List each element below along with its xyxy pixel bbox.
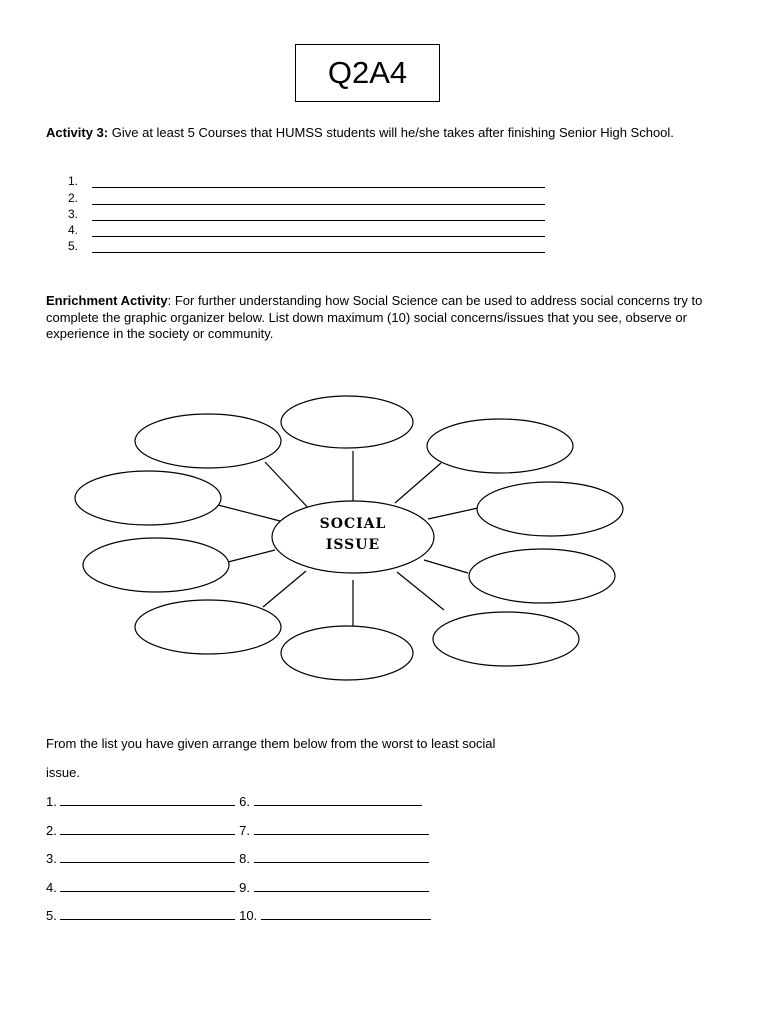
ranking-instruction-line1: From the list you have given arrange them below from the worst to least social bbox=[46, 736, 496, 751]
blank-line[interactable] bbox=[92, 175, 545, 188]
activity3-label: Activity 3: bbox=[46, 125, 109, 140]
answer-line[interactable] bbox=[68, 221, 545, 237]
connector bbox=[397, 572, 444, 610]
rank-number: 5. bbox=[46, 908, 57, 923]
connector bbox=[424, 560, 468, 573]
answer-line[interactable] bbox=[68, 188, 545, 204]
rank-blank[interactable] bbox=[60, 850, 235, 863]
courses-answer-list bbox=[68, 172, 545, 253]
center-label-line2: ISSUE bbox=[325, 537, 381, 553]
issue-ellipse[interactable] bbox=[75, 471, 221, 525]
ranking-row bbox=[46, 879, 429, 895]
activity-code: Q2A4 bbox=[327, 55, 408, 90]
ranking-instruction-line2: issue. bbox=[46, 765, 80, 780]
rank-blank[interactable] bbox=[254, 822, 429, 835]
rank-blank[interactable] bbox=[261, 907, 431, 920]
rank-number: 10. bbox=[239, 908, 258, 923]
graphic-organizer bbox=[0, 385, 768, 690]
item-number: 1. bbox=[68, 174, 79, 189]
enrichment-instruction bbox=[46, 293, 726, 343]
rank-number: 6. bbox=[239, 794, 250, 809]
blank-line[interactable] bbox=[92, 240, 545, 253]
ranking-row bbox=[46, 850, 429, 866]
issue-ellipse[interactable] bbox=[83, 538, 229, 592]
activity3-instruction bbox=[46, 125, 736, 142]
ranking-row bbox=[46, 822, 429, 838]
rank-blank[interactable] bbox=[60, 907, 235, 920]
item-number: 5. bbox=[68, 239, 79, 254]
connector bbox=[218, 505, 280, 521]
item-number: 3. bbox=[68, 206, 79, 221]
rank-blank[interactable] bbox=[254, 850, 429, 863]
rank-number: 7. bbox=[239, 823, 250, 838]
connector bbox=[428, 508, 478, 519]
connector bbox=[395, 463, 441, 503]
rank-number: 2. bbox=[46, 823, 57, 838]
rank-number: 3. bbox=[46, 851, 57, 866]
answer-line[interactable] bbox=[68, 237, 545, 253]
center-label-line1: SOCIAL bbox=[319, 516, 387, 532]
rank-blank[interactable] bbox=[60, 793, 235, 806]
issue-ellipse[interactable] bbox=[281, 626, 413, 680]
rank-number: 8. bbox=[239, 851, 250, 866]
enrichment-text: : For further understanding how Social Science can be used to address social concerns try to complete the graphic organizer below. List down maximum (10) social concerns/issues that you see, observe or experience in the society or community. bbox=[46, 293, 703, 341]
issue-ellipse[interactable] bbox=[477, 482, 623, 536]
activity-code-box bbox=[295, 44, 440, 102]
item-number: 2. bbox=[68, 190, 79, 205]
blank-line[interactable] bbox=[92, 208, 545, 221]
issue-ellipse[interactable] bbox=[135, 600, 281, 654]
issue-ellipse[interactable] bbox=[281, 396, 413, 448]
connector bbox=[228, 550, 275, 562]
rank-blank[interactable] bbox=[60, 879, 235, 892]
rank-number: 9. bbox=[239, 880, 250, 895]
blank-line[interactable] bbox=[92, 224, 545, 237]
issue-ellipse[interactable] bbox=[469, 549, 615, 603]
ranking-row bbox=[46, 907, 431, 923]
rank-number: 4. bbox=[46, 880, 57, 895]
rank-blank[interactable] bbox=[60, 822, 235, 835]
connector bbox=[263, 571, 306, 607]
item-number: 4. bbox=[68, 223, 79, 238]
rank-blank[interactable] bbox=[254, 793, 422, 806]
issue-ellipse[interactable] bbox=[135, 414, 281, 468]
rank-blank[interactable] bbox=[254, 879, 429, 892]
answer-line[interactable] bbox=[68, 205, 545, 221]
issue-ellipse[interactable] bbox=[433, 612, 579, 666]
answer-line[interactable] bbox=[68, 172, 545, 188]
activity3-text: Give at least 5 Courses that HUMSS students will he/she takes after finishing Senior High School. bbox=[108, 125, 674, 140]
rank-number: 1. bbox=[46, 794, 57, 809]
ranking-row bbox=[46, 793, 422, 809]
issue-ellipse[interactable] bbox=[427, 419, 573, 473]
connector bbox=[265, 462, 313, 513]
blank-line[interactable] bbox=[92, 192, 545, 205]
enrichment-label: Enrichment Activity bbox=[46, 293, 168, 308]
